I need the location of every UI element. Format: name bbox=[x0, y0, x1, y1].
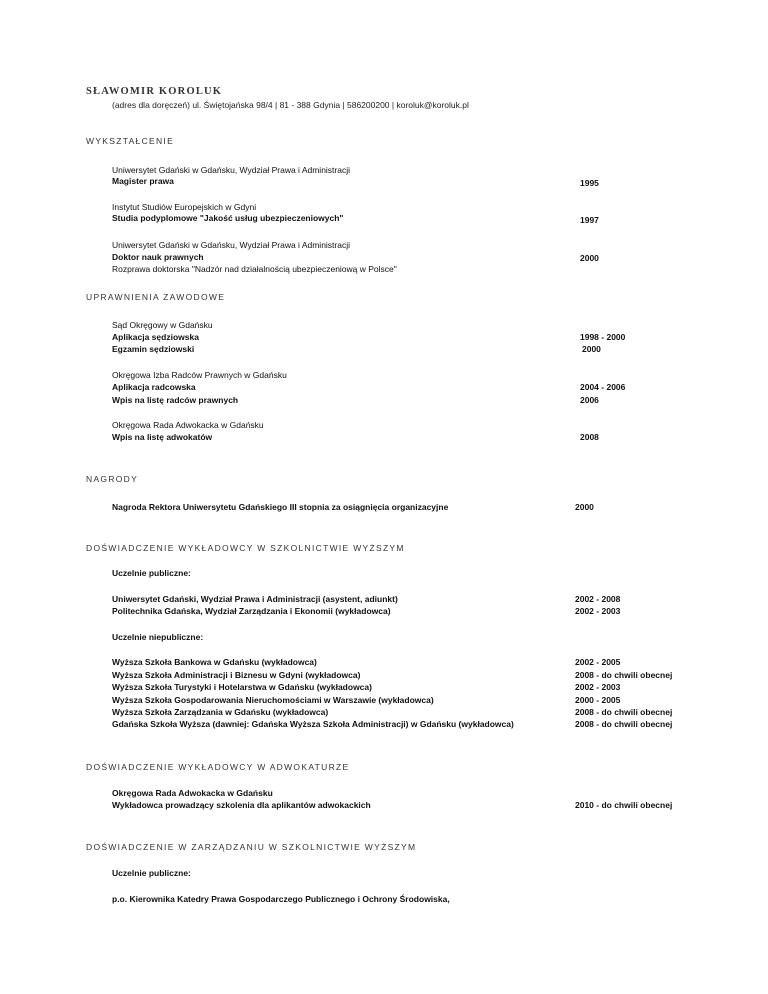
qualification-line: Wpis na listę radców prawnych bbox=[112, 395, 239, 405]
teaching-date: 2002 - 2003 bbox=[575, 606, 621, 616]
bar-role: Wykładowca prowadzący szkolenia dla aplikantów adwokackich bbox=[112, 800, 371, 810]
section-heading-management: DOŚWIADCZENIE W ZARZĄDZANIU W SZKOLNICTWIE WYŻSZYM bbox=[86, 842, 417, 852]
bar-institution: Okręgowa Rada Adwokacka w Gdańsku bbox=[112, 788, 273, 798]
qualification-date: 2006 bbox=[580, 395, 599, 405]
management-public-label: Uczelnie publiczne: bbox=[112, 868, 191, 878]
bar-date: 2010 - do chwili obecnej bbox=[575, 800, 673, 810]
person-name: SŁAWOMIR KOROLUK bbox=[86, 86, 223, 97]
teaching-date: 2002 - 2003 bbox=[575, 682, 621, 692]
education-note: Rozprawa doktorska "Nadzór nad działalnością ubezpieczeniową w Polsce" bbox=[112, 264, 397, 274]
teaching-date: 2008 - do chwili obecnej bbox=[575, 670, 673, 680]
qualification-line: Egzamin sędziowski bbox=[112, 344, 195, 354]
teaching-item: Uniwersytet Gdański, Wydział Prawa i Administracji (asystent, adiunkt) bbox=[112, 594, 398, 604]
section-heading-qualifications: UPRAWNIENIA ZAWODOWE bbox=[86, 292, 226, 302]
education-year: 2000 bbox=[580, 253, 599, 263]
section-heading-awards: NAGRODY bbox=[86, 474, 139, 484]
qualification-institution: Sąd Okręgowy w Gdańsku bbox=[112, 320, 213, 330]
education-degree: Magister prawa bbox=[112, 176, 174, 186]
qualification-date: 1998 - 2000 bbox=[580, 332, 626, 342]
teaching-item: Politechnika Gdańska, Wydział Zarządzania i Ekonomii (wykładowca) bbox=[112, 606, 391, 616]
education-institution: Uniwersytet Gdański w Gdańsku, Wydział Prawa i Administracji bbox=[112, 240, 351, 250]
qualification-institution: Okręgowa Izba Radców Prawnych w Gdańsku bbox=[112, 370, 287, 380]
teaching-date: 2000 - 2005 bbox=[575, 695, 621, 705]
award-item: Nagroda Rektora Uniwersytetu Gdańskiego III stopnia za osiągnięcia organizacyjne bbox=[112, 502, 449, 512]
qualification-line: Aplikacja sędziowska bbox=[112, 332, 199, 342]
education-degree: Doktor nauk prawnych bbox=[112, 252, 204, 262]
education-year: 1995 bbox=[580, 178, 599, 188]
section-heading-teaching: DOŚWIADCZENIE WYKŁADOWCY W SZKOLNICTWIE WYŻSZYM bbox=[86, 543, 405, 553]
teaching-date: 2008 - do chwili obecnej bbox=[575, 707, 673, 717]
teaching-date: 2002 - 2008 bbox=[575, 594, 621, 604]
teaching-item: Wyższa Szkoła Bankowa w Gdańsku (wykładowca) bbox=[112, 657, 317, 667]
contact-line: (adres dla doręczeń) ul. Świętojańska 98/4 | 81 - 388 Gdynia | 586200200 | koroluk@koroluk.pl bbox=[112, 100, 469, 110]
award-date: 2000 bbox=[575, 502, 594, 512]
qualification-date: 2000 bbox=[582, 344, 601, 354]
teaching-date: 2008 - do chwili obecnej bbox=[575, 719, 673, 729]
teaching-date: 2002 - 2005 bbox=[575, 657, 621, 667]
education-degree: Studia podyplomowe "Jakość usług ubezpieczeniowych" bbox=[112, 213, 344, 223]
qualification-line: Wpis na listę adwokatów bbox=[112, 432, 213, 442]
education-institution: Instytut Studiów Europejskich w Gdyni bbox=[112, 202, 257, 212]
qualification-date: 2008 bbox=[580, 432, 599, 442]
teaching-item: Gdańska Szkoła Wyższa (dawniej: Gdańska Wyższa Szkoła Administracji) w Gdańsku (wykładowca) bbox=[112, 719, 514, 729]
section-heading-education: WYKSZTAŁCENIE bbox=[86, 136, 175, 146]
education-institution: Uniwersytet Gdański w Gdańsku, Wydział Prawa i Administracji bbox=[112, 165, 351, 175]
management-role: p.o. Kierownika Katedry Prawa Gospodarczego Publicznego i Ochrony Środowiska, bbox=[112, 894, 450, 904]
teaching-item: Wyższa Szkoła Administracji i Biznesu w Gdyni (wykładowca) bbox=[112, 670, 361, 680]
teaching-item: Wyższa Szkoła Zarządzania w Gdańsku (wykładowca) bbox=[112, 707, 329, 717]
public-universities-label: Uczelnie publiczne: bbox=[112, 568, 191, 578]
teaching-item: Wyższa Szkoła Turystyki i Hotelarstwa w Gdańsku (wykładowca) bbox=[112, 682, 372, 692]
section-heading-bar-teaching: DOŚWIADCZENIE WYKŁADOWCY W ADWOKATURZE bbox=[86, 762, 350, 772]
qualification-date: 2004 - 2006 bbox=[580, 382, 626, 392]
teaching-item: Wyższa Szkoła Gospodarowania Nieruchomościami w Warszawie (wykładowca) bbox=[112, 695, 434, 705]
qualification-line: Aplikacja radcowska bbox=[112, 382, 196, 392]
private-universities-label: Uczelnie niepubliczne: bbox=[112, 632, 204, 642]
education-year: 1997 bbox=[580, 215, 599, 225]
qualification-institution: Okręgowa Rada Adwokacka w Gdańsku bbox=[112, 420, 264, 430]
